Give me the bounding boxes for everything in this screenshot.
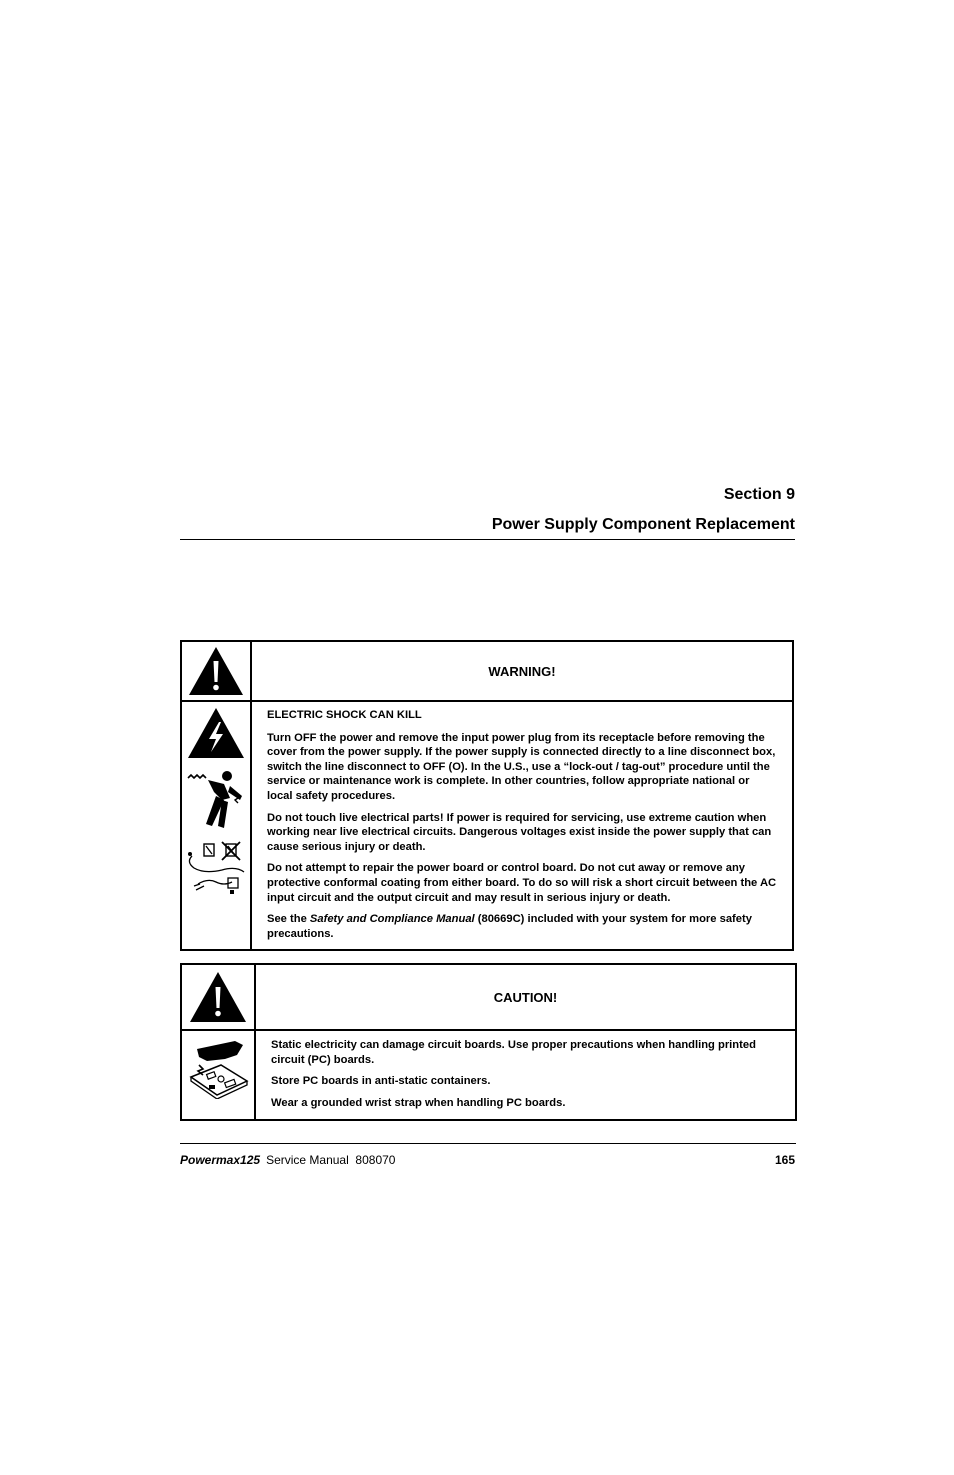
disconnect-plug-icon — [184, 838, 248, 900]
safety-manual-title: Safety and Compliance Manual — [309, 913, 475, 926]
section-number: Section 9 — [723, 486, 795, 503]
warning-paragraph-1: Turn OFF the power and remove the input power plug from its receptacle before removing the cover from the power supply. If the power supply is connected directly to a line disconnect box, switch the line disconnect to OFF (O). In the U.S., use a “lock-out / tag-out” procedure until the service or maintenance work is complete. In other countries, follow appropriate national or local safety procedures. — [267, 731, 776, 802]
section-title: Power Supply Component Replacement — [491, 516, 795, 533]
warning-heading: WARNING! — [252, 642, 792, 702]
product-name: Powermax125 — [180, 1153, 261, 1167]
caution-heading: CAUTION! — [256, 965, 795, 1031]
caution-paragraph-2: Store PC boards in anti-static containers. — [271, 1075, 491, 1088]
manual-info: Service Manual 808070 — [266, 1153, 396, 1167]
caution-box — [180, 963, 797, 1121]
exclamation-triangle-icon — [187, 645, 245, 697]
caution-paragraph-3: Wear a grounded wrist strap when handling PC boards. — [271, 1096, 566, 1109]
warning-icons — [182, 702, 252, 949]
footer-left — [180, 1153, 395, 1167]
warning-paragraph-4-end: (80669C) included with your system for more safety precautions. — [267, 913, 752, 940]
caution-icon-cell — [182, 965, 256, 1031]
warning-subheading: ELECTRIC SHOCK CAN KILL — [267, 709, 422, 721]
caution-body — [256, 1031, 795, 1119]
static-hand-board-icon — [185, 1035, 251, 1099]
footer-rule — [180, 1143, 796, 1144]
warning-paragraph-4-start: See the — [267, 913, 310, 926]
electric-shock-person-icon — [184, 770, 248, 830]
warning-icon-cell — [182, 642, 252, 702]
warning-paragraph-2: Do not touch live electrical parts! If power is required for servicing, use extreme caution when working near live electrical circuits. Dangerous voltages exist inside the power supply that can cause serious injury or death. — [267, 811, 772, 853]
caution-paragraph-1: Static electricity can damage circuit boards. Use proper precautions when handling printed circuit (PC) boards. — [271, 1039, 756, 1066]
page-number: 165 — [774, 1153, 795, 1167]
caution-icons — [182, 1031, 256, 1119]
warning-paragraph-3: Do not attempt to repair the power board or control board. Do not cut away or remove any protective conformal coating from either board. To do so will risk a short circuit between the AC input circuit and the output circuit and may result in serious injury or death. — [267, 862, 777, 904]
header-rule — [180, 539, 795, 540]
warning-box — [180, 640, 794, 951]
exclamation-triangle-icon — [188, 970, 248, 1024]
high-voltage-icon — [186, 706, 246, 760]
warning-body — [252, 702, 792, 949]
warning-paragraph-4 — [267, 912, 778, 941]
